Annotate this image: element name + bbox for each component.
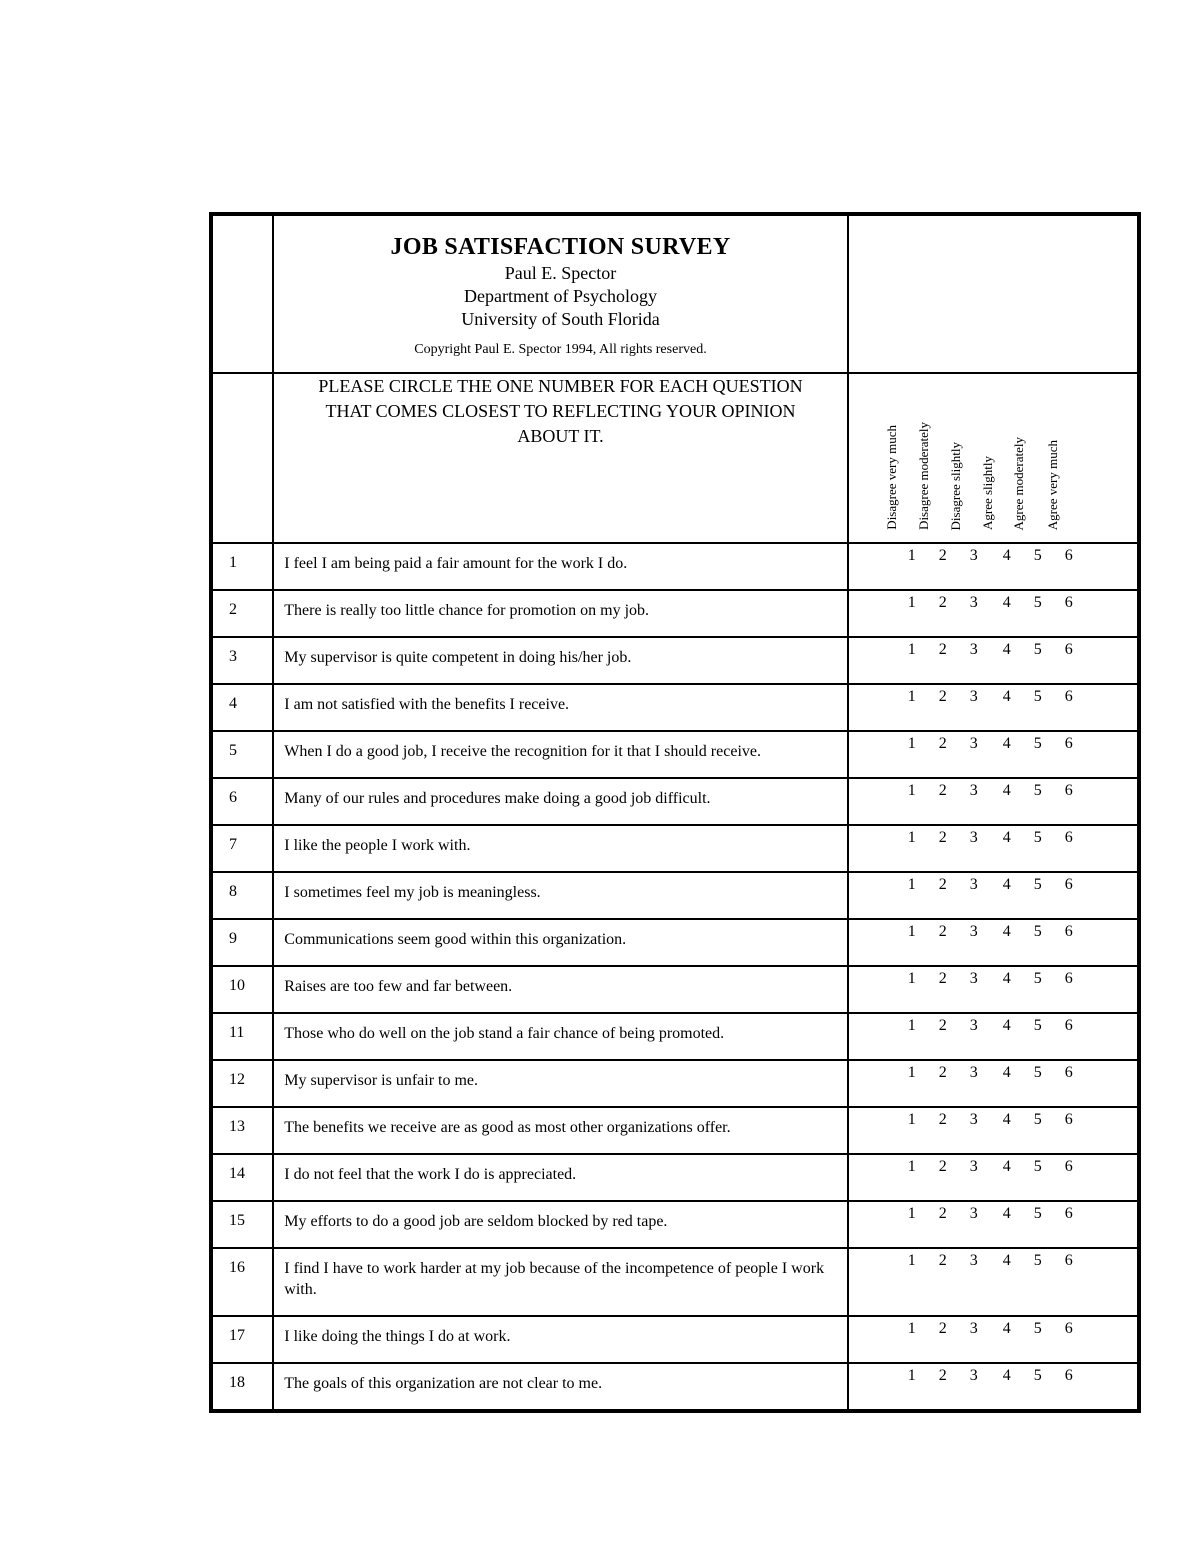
copyright-notice: Copyright Paul E. Spector 1994, All rights reserved. (414, 342, 707, 357)
rating-option-3[interactable]: 3 (969, 1158, 978, 1175)
rating-option-1[interactable]: 1 (907, 829, 916, 846)
item-number: 12 (211, 1060, 273, 1107)
rating-option-1[interactable]: 1 (907, 1017, 916, 1034)
rating-option-4[interactable]: 4 (1002, 594, 1011, 611)
rating-option-2[interactable]: 2 (938, 1205, 947, 1222)
rating-option-6[interactable]: 6 (1064, 1367, 1073, 1384)
item-rating-options (848, 1363, 1139, 1411)
rating-option-2[interactable]: 2 (938, 1320, 947, 1337)
job-satisfaction-survey-table (209, 212, 1141, 1413)
rating-option-6[interactable]: 6 (1064, 782, 1073, 799)
item-number: 9 (211, 919, 273, 966)
scale-label-4: Agree slightly (979, 455, 995, 530)
item-rating-options (848, 1107, 1139, 1154)
rating-option-2[interactable]: 2 (938, 688, 947, 705)
rating-option-3[interactable]: 3 (969, 688, 978, 705)
rating-option-3[interactable]: 3 (969, 829, 978, 846)
item-question: The goals of this organization are not clear to me. (273, 1363, 847, 1411)
rating-option-5[interactable]: 5 (1033, 970, 1042, 987)
department-name: Department of Psychology (464, 286, 657, 306)
rating-option-6[interactable]: 6 (1064, 1252, 1073, 1269)
item-question: I sometimes feel my job is meaningless. (273, 872, 847, 919)
rating-option-5[interactable]: 5 (1033, 923, 1042, 940)
instruction-row (211, 373, 1139, 543)
item-row (211, 1154, 1139, 1201)
rating-option-1[interactable]: 1 (907, 641, 916, 658)
item-rating-options (848, 637, 1139, 684)
item-rating-options (848, 825, 1139, 872)
rating-option-3[interactable]: 3 (969, 594, 978, 611)
rating-option-3[interactable]: 3 (969, 923, 978, 940)
rating-option-2[interactable]: 2 (938, 782, 947, 799)
rating-option-6[interactable]: 6 (1064, 688, 1073, 705)
rating-option-1[interactable]: 1 (907, 876, 916, 893)
rating-option-3[interactable]: 3 (969, 1252, 978, 1269)
rating-option-5[interactable]: 5 (1033, 547, 1042, 564)
rating-option-6[interactable]: 6 (1064, 1111, 1073, 1128)
rating-option-4[interactable]: 4 (1002, 1158, 1011, 1175)
rating-option-3[interactable]: 3 (969, 641, 978, 658)
item-row (211, 1107, 1139, 1154)
rating-option-6[interactable]: 6 (1064, 876, 1073, 893)
rating-option-5[interactable]: 5 (1033, 876, 1042, 893)
rating-option-6[interactable]: 6 (1064, 1320, 1073, 1337)
rating-option-3[interactable]: 3 (969, 1205, 978, 1222)
rating-option-2[interactable]: 2 (938, 1017, 947, 1034)
item-question: I feel I am being paid a fair amount for the work I do. (273, 543, 847, 590)
item-question: When I do a good job, I receive the recognition for it that I should receive. (273, 731, 847, 778)
item-rating-options (848, 1316, 1139, 1363)
item-number: 1 (211, 543, 273, 590)
item-row (211, 1363, 1139, 1411)
rating-option-1[interactable]: 1 (907, 547, 916, 564)
rating-option-2[interactable]: 2 (938, 735, 947, 752)
rating-option-4[interactable]: 4 (1002, 1205, 1011, 1222)
instruction-line-2: THAT COMES CLOSEST TO REFLECTING YOUR OPINION (325, 401, 796, 421)
item-question: Communications seem good within this organization. (273, 919, 847, 966)
rating-option-2[interactable]: 2 (938, 1111, 947, 1128)
rating-option-5[interactable]: 5 (1033, 1252, 1042, 1269)
scale-labels-cell (848, 373, 1139, 543)
instruction-cell (273, 373, 847, 543)
rating-option-3[interactable]: 3 (969, 970, 978, 987)
header-number-cell (211, 214, 273, 373)
item-row (211, 1201, 1139, 1248)
rating-option-4[interactable]: 4 (1002, 782, 1011, 799)
item-row (211, 637, 1139, 684)
item-number: 17 (211, 1316, 273, 1363)
rating-option-2[interactable]: 2 (938, 876, 947, 893)
rating-option-5[interactable]: 5 (1033, 1205, 1042, 1222)
rating-option-6[interactable]: 6 (1064, 735, 1073, 752)
item-number: 8 (211, 872, 273, 919)
item-row (211, 778, 1139, 825)
rating-option-4[interactable]: 4 (1002, 735, 1011, 752)
item-row (211, 684, 1139, 731)
rating-option-1[interactable]: 1 (907, 735, 916, 752)
rating-option-4[interactable]: 4 (1002, 1064, 1011, 1081)
author-name: Paul E. Spector (504, 263, 617, 283)
rating-option-6[interactable]: 6 (1064, 547, 1073, 564)
item-rating-options (848, 1154, 1139, 1201)
header-row (211, 214, 1139, 373)
rating-option-2[interactable]: 2 (938, 923, 947, 940)
item-question: Those who do well on the job stand a fair chance of being promoted. (273, 1013, 847, 1060)
item-number: 16 (211, 1248, 273, 1316)
item-row (211, 1316, 1139, 1363)
rating-option-6[interactable]: 6 (1064, 1205, 1073, 1222)
rating-option-2[interactable]: 2 (938, 970, 947, 987)
item-question: My efforts to do a good job are seldom blocked by red tape. (273, 1201, 847, 1248)
item-question: My supervisor is unfair to me. (273, 1060, 847, 1107)
header-scale-cell (848, 214, 1139, 373)
item-row (211, 919, 1139, 966)
item-number: 10 (211, 966, 273, 1013)
scale-label-5: Agree moderately (1010, 436, 1026, 530)
rating-option-3[interactable]: 3 (969, 1320, 978, 1337)
item-row (211, 543, 1139, 590)
rating-option-6[interactable]: 6 (1064, 1158, 1073, 1175)
rating-option-3[interactable]: 3 (969, 547, 978, 564)
item-row (211, 1013, 1139, 1060)
rating-option-4[interactable]: 4 (1002, 1252, 1011, 1269)
rating-option-4[interactable]: 4 (1002, 1320, 1011, 1337)
rating-option-3[interactable]: 3 (969, 1064, 978, 1081)
rating-option-5[interactable]: 5 (1033, 594, 1042, 611)
item-rating-options (848, 919, 1139, 966)
item-question: The benefits we receive are as good as most other organizations offer. (273, 1107, 847, 1154)
rating-option-1[interactable]: 1 (907, 1367, 916, 1384)
rating-option-5[interactable]: 5 (1033, 688, 1042, 705)
rating-option-3[interactable]: 3 (969, 1367, 978, 1384)
rating-option-4[interactable]: 4 (1002, 923, 1011, 940)
rating-option-4[interactable]: 4 (1002, 970, 1011, 987)
item-rating-options (848, 543, 1139, 590)
item-question: Raises are too few and far between. (273, 966, 847, 1013)
header-cell (273, 214, 847, 373)
rating-option-4[interactable]: 4 (1002, 876, 1011, 893)
item-number: 3 (211, 637, 273, 684)
item-question: I like the people I work with. (273, 825, 847, 872)
item-question: I like doing the things I do at work. (273, 1316, 847, 1363)
rating-option-4[interactable]: 4 (1002, 1111, 1011, 1128)
item-number: 11 (211, 1013, 273, 1060)
item-question: I do not feel that the work I do is appreciated. (273, 1154, 847, 1201)
instruction-line-3: ABOUT IT. (517, 426, 604, 446)
item-number: 5 (211, 731, 273, 778)
rating-option-5[interactable]: 5 (1033, 829, 1042, 846)
item-row (211, 1060, 1139, 1107)
item-row (211, 825, 1139, 872)
rating-option-5[interactable]: 5 (1033, 1017, 1042, 1034)
item-rating-options (848, 684, 1139, 731)
rating-option-2[interactable]: 2 (938, 1064, 947, 1081)
rating-option-5[interactable]: 5 (1033, 1320, 1042, 1337)
item-number: 13 (211, 1107, 273, 1154)
instruction-number-cell (211, 373, 273, 543)
item-rating-options (848, 966, 1139, 1013)
rating-option-1[interactable]: 1 (907, 1158, 916, 1175)
rating-option-5[interactable]: 5 (1033, 782, 1042, 799)
rating-option-4[interactable]: 4 (1002, 829, 1011, 846)
rating-option-1[interactable]: 1 (907, 688, 916, 705)
item-number: 18 (211, 1363, 273, 1411)
scale-label-1: Disagree very much (883, 425, 899, 530)
item-rating-options (848, 872, 1139, 919)
university-name: University of South Florida (461, 309, 660, 329)
item-rating-options (848, 778, 1139, 825)
rating-option-6[interactable]: 6 (1064, 1064, 1073, 1081)
rating-option-1[interactable]: 1 (907, 594, 916, 611)
rating-option-4[interactable]: 4 (1002, 547, 1011, 564)
rating-option-1[interactable]: 1 (907, 1320, 916, 1337)
rating-option-5[interactable]: 5 (1033, 1111, 1042, 1128)
rating-option-5[interactable]: 5 (1033, 641, 1042, 658)
rating-option-4[interactable]: 4 (1002, 641, 1011, 658)
rating-option-2[interactable]: 2 (938, 594, 947, 611)
scale-label-2: Disagree moderately (915, 422, 931, 530)
rating-option-4[interactable]: 4 (1002, 1017, 1011, 1034)
rating-option-4[interactable]: 4 (1002, 1367, 1011, 1384)
rating-option-3[interactable]: 3 (969, 1017, 978, 1034)
rating-option-3[interactable]: 3 (969, 876, 978, 893)
item-question: Many of our rules and procedures make doing a good job difficult. (273, 778, 847, 825)
scale-label-6: Agree very much (1044, 439, 1060, 530)
rating-option-6[interactable]: 6 (1064, 923, 1073, 940)
rating-option-6[interactable]: 6 (1064, 829, 1073, 846)
survey-title: JOB SATISFACTION SURVEY (390, 234, 731, 260)
rating-option-1[interactable]: 1 (907, 1111, 916, 1128)
rating-option-6[interactable]: 6 (1064, 970, 1073, 987)
rating-option-6[interactable]: 6 (1064, 641, 1073, 658)
rating-option-2[interactable]: 2 (938, 641, 947, 658)
rating-option-1[interactable]: 1 (907, 1252, 916, 1269)
item-row (211, 731, 1139, 778)
rating-option-2[interactable]: 2 (938, 1158, 947, 1175)
item-number: 15 (211, 1201, 273, 1248)
rating-option-1[interactable]: 1 (907, 1205, 916, 1222)
rating-option-6[interactable]: 6 (1064, 594, 1073, 611)
rating-option-5[interactable]: 5 (1033, 1158, 1042, 1175)
item-row (211, 966, 1139, 1013)
item-number: 6 (211, 778, 273, 825)
rating-option-1[interactable]: 1 (907, 923, 916, 940)
item-row (211, 1248, 1139, 1316)
rating-option-6[interactable]: 6 (1064, 1017, 1073, 1034)
item-question: There is really too little chance for promotion on my job. (273, 590, 847, 637)
item-number: 4 (211, 684, 273, 731)
item-number: 14 (211, 1154, 273, 1201)
rating-option-1[interactable]: 1 (907, 782, 916, 799)
item-rating-options (848, 1201, 1139, 1248)
rating-option-3[interactable]: 3 (969, 782, 978, 799)
rating-option-5[interactable]: 5 (1033, 1064, 1042, 1081)
item-row (211, 872, 1139, 919)
rating-option-1[interactable]: 1 (907, 1064, 916, 1081)
rating-option-3[interactable]: 3 (969, 735, 978, 752)
rating-option-2[interactable]: 2 (938, 1367, 947, 1384)
item-rating-options (848, 1248, 1139, 1316)
instruction-line-1: PLEASE CIRCLE THE ONE NUMBER FOR EACH QUESTION (318, 376, 803, 396)
item-rating-options (848, 1013, 1139, 1060)
rating-option-2[interactable]: 2 (938, 829, 947, 846)
rating-option-2[interactable]: 2 (938, 547, 947, 564)
rating-option-5[interactable]: 5 (1033, 1367, 1042, 1384)
scale-label-3: Disagree slightly (947, 441, 963, 530)
item-question: My supervisor is quite competent in doing his/her job. (273, 637, 847, 684)
item-question: I am not satisfied with the benefits I receive. (273, 684, 847, 731)
item-rating-options (848, 1060, 1139, 1107)
rating-option-2[interactable]: 2 (938, 1252, 947, 1269)
rating-option-3[interactable]: 3 (969, 1111, 978, 1128)
item-row (211, 590, 1139, 637)
rating-option-1[interactable]: 1 (907, 970, 916, 987)
rating-option-4[interactable]: 4 (1002, 688, 1011, 705)
item-number: 2 (211, 590, 273, 637)
rating-option-5[interactable]: 5 (1033, 735, 1042, 752)
item-rating-options (848, 590, 1139, 637)
item-rating-options (848, 731, 1139, 778)
item-question: I find I have to work harder at my job because of the incompetence of people I work with. (273, 1248, 847, 1316)
item-number: 7 (211, 825, 273, 872)
